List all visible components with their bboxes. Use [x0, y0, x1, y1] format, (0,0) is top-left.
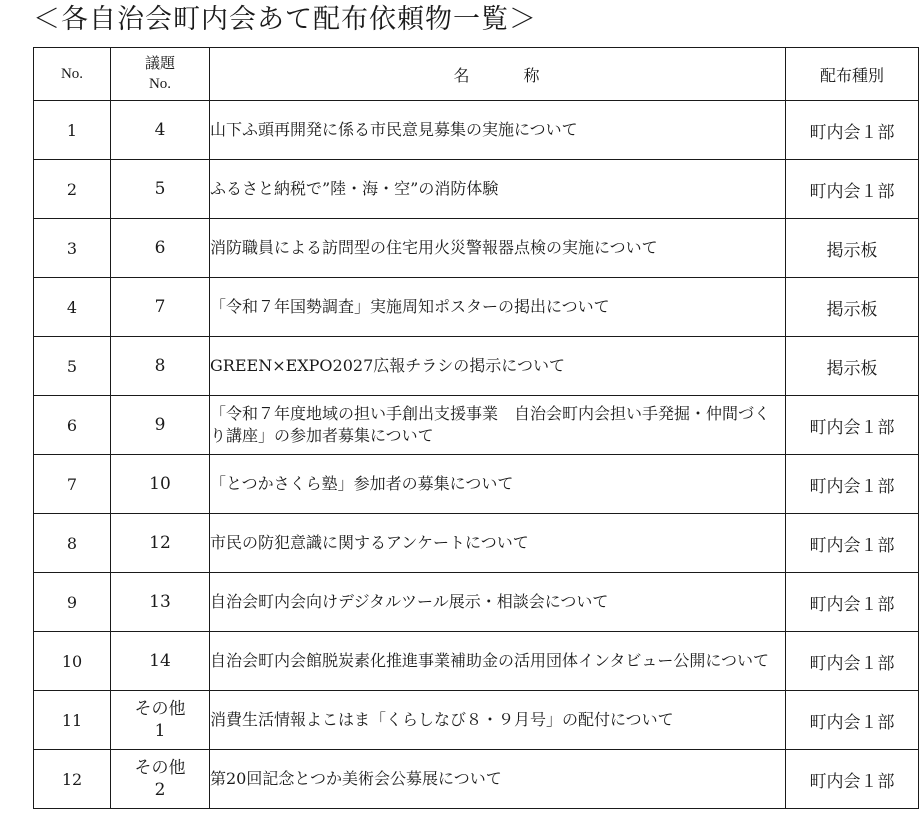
row-item-name: 消防職員による訪問型の住宅用火災警報器点検の実施について	[210, 219, 786, 278]
row-distribution-type: 町内会１部	[786, 750, 919, 809]
row-agenda-no	[111, 160, 210, 219]
row-agenda-value: 8	[154, 356, 166, 376]
header-no: No.	[34, 48, 111, 101]
row-agenda-value: 14	[149, 651, 171, 671]
row-agenda-no	[111, 514, 210, 573]
row-distribution-type: 町内会１部	[786, 514, 919, 573]
row-item-name: 第20回記念とつか美術会公募展について	[210, 750, 786, 809]
row-agenda-value: 5	[154, 179, 166, 199]
row-distribution-type: 町内会１部	[786, 573, 919, 632]
row-no: 7	[34, 455, 111, 514]
table-row	[34, 691, 919, 750]
row-agenda-no	[111, 101, 210, 160]
table-row	[34, 278, 919, 337]
header-name	[210, 48, 786, 101]
row-agenda-value: 6	[154, 238, 166, 258]
row-item-name: 山下ふ頭再開発に係る市民意見募集の実施について	[210, 101, 786, 160]
row-item-name: GREEN×EXPO2027広報チラシの掲示について	[210, 337, 786, 396]
table-row	[34, 573, 919, 632]
row-agenda-sub-value: 2	[154, 780, 166, 800]
row-item-name: 自治会町内会向けデジタルツール展示・相談会について	[210, 573, 786, 632]
row-no: 4	[34, 278, 111, 337]
table-row	[34, 750, 919, 809]
row-distribution-type: 町内会１部	[786, 455, 919, 514]
row-distribution-type: 掲示板	[786, 337, 919, 396]
row-no: 6	[34, 396, 111, 455]
table-row	[34, 632, 919, 691]
row-agenda-sub-value: 1	[154, 721, 166, 741]
row-agenda-value: 7	[154, 297, 166, 317]
table-row	[34, 396, 919, 455]
row-item-name: ふるさと納税で”陸・海・空”の消防体験	[210, 160, 786, 219]
row-no: 3	[34, 219, 111, 278]
row-agenda-no	[111, 573, 210, 632]
table-row	[34, 337, 919, 396]
header-name-char-1: 名	[453, 65, 472, 85]
row-distribution-type: 掲示板	[786, 219, 919, 278]
row-no: 1	[34, 101, 111, 160]
header-name-char-2: 称	[523, 65, 542, 85]
header-agenda-no-label: No.	[148, 76, 172, 92]
row-agenda-value: 4	[154, 120, 166, 140]
row-no: 9	[34, 573, 111, 632]
row-agenda-value: 10	[149, 474, 171, 494]
header-agenda-no	[111, 48, 210, 101]
page-title: ＜各自治会町内会あて配布依頼物一覧＞	[33, 4, 537, 35]
row-no: 10	[34, 632, 111, 691]
row-item-name: 「とつかさくら塾」参加者の募集について	[210, 455, 786, 514]
row-no: 12	[34, 750, 111, 809]
row-agenda-value: 9	[154, 415, 166, 435]
row-item-name: 自治会町内会館脱炭素化推進事業補助金の活用団体インタビュー公開について	[210, 632, 786, 691]
row-item-name: 市民の防犯意識に関するアンケートについて	[210, 514, 786, 573]
header-distribution-type: 配布種別	[786, 48, 919, 101]
row-distribution-type: 掲示板	[786, 278, 919, 337]
row-item-name: 「令和７年国勢調査」実施周知ポスターの掲出について	[210, 278, 786, 337]
row-agenda-value: 13	[149, 592, 171, 612]
row-distribution-type: 町内会１部	[786, 632, 919, 691]
row-no: 8	[34, 514, 111, 573]
row-agenda-value: その他	[134, 758, 186, 778]
row-distribution-type: 町内会１部	[786, 160, 919, 219]
row-item-name: 消費生活情報よこはま「くらしなび８・９月号」の配付について	[210, 691, 786, 750]
row-agenda-no	[111, 219, 210, 278]
row-no: 5	[34, 337, 111, 396]
row-distribution-type: 町内会１部	[786, 396, 919, 455]
row-item-name: 「令和７年度地域の担い手創出支援事業 自治会町内会担い手発掘・仲間づくり講座」の参加者募集について	[210, 396, 786, 455]
table-row	[34, 101, 919, 160]
row-no: 2	[34, 160, 111, 219]
distribution-table	[33, 47, 919, 809]
row-agenda-value: その他	[134, 699, 186, 719]
table-row	[34, 219, 919, 278]
row-distribution-type: 町内会１部	[786, 101, 919, 160]
row-no: 11	[34, 691, 111, 750]
row-agenda-no	[111, 337, 210, 396]
table-row	[34, 455, 919, 514]
table-header-row	[34, 48, 919, 101]
row-distribution-type: 町内会１部	[786, 691, 919, 750]
row-agenda-no	[111, 750, 210, 809]
row-agenda-no	[111, 396, 210, 455]
header-agenda-label: 議題	[144, 56, 175, 72]
row-agenda-no	[111, 455, 210, 514]
row-agenda-value: 12	[149, 533, 171, 553]
row-agenda-no	[111, 632, 210, 691]
row-agenda-no	[111, 278, 210, 337]
table-row	[34, 514, 919, 573]
table-row	[34, 160, 919, 219]
row-agenda-no	[111, 691, 210, 750]
